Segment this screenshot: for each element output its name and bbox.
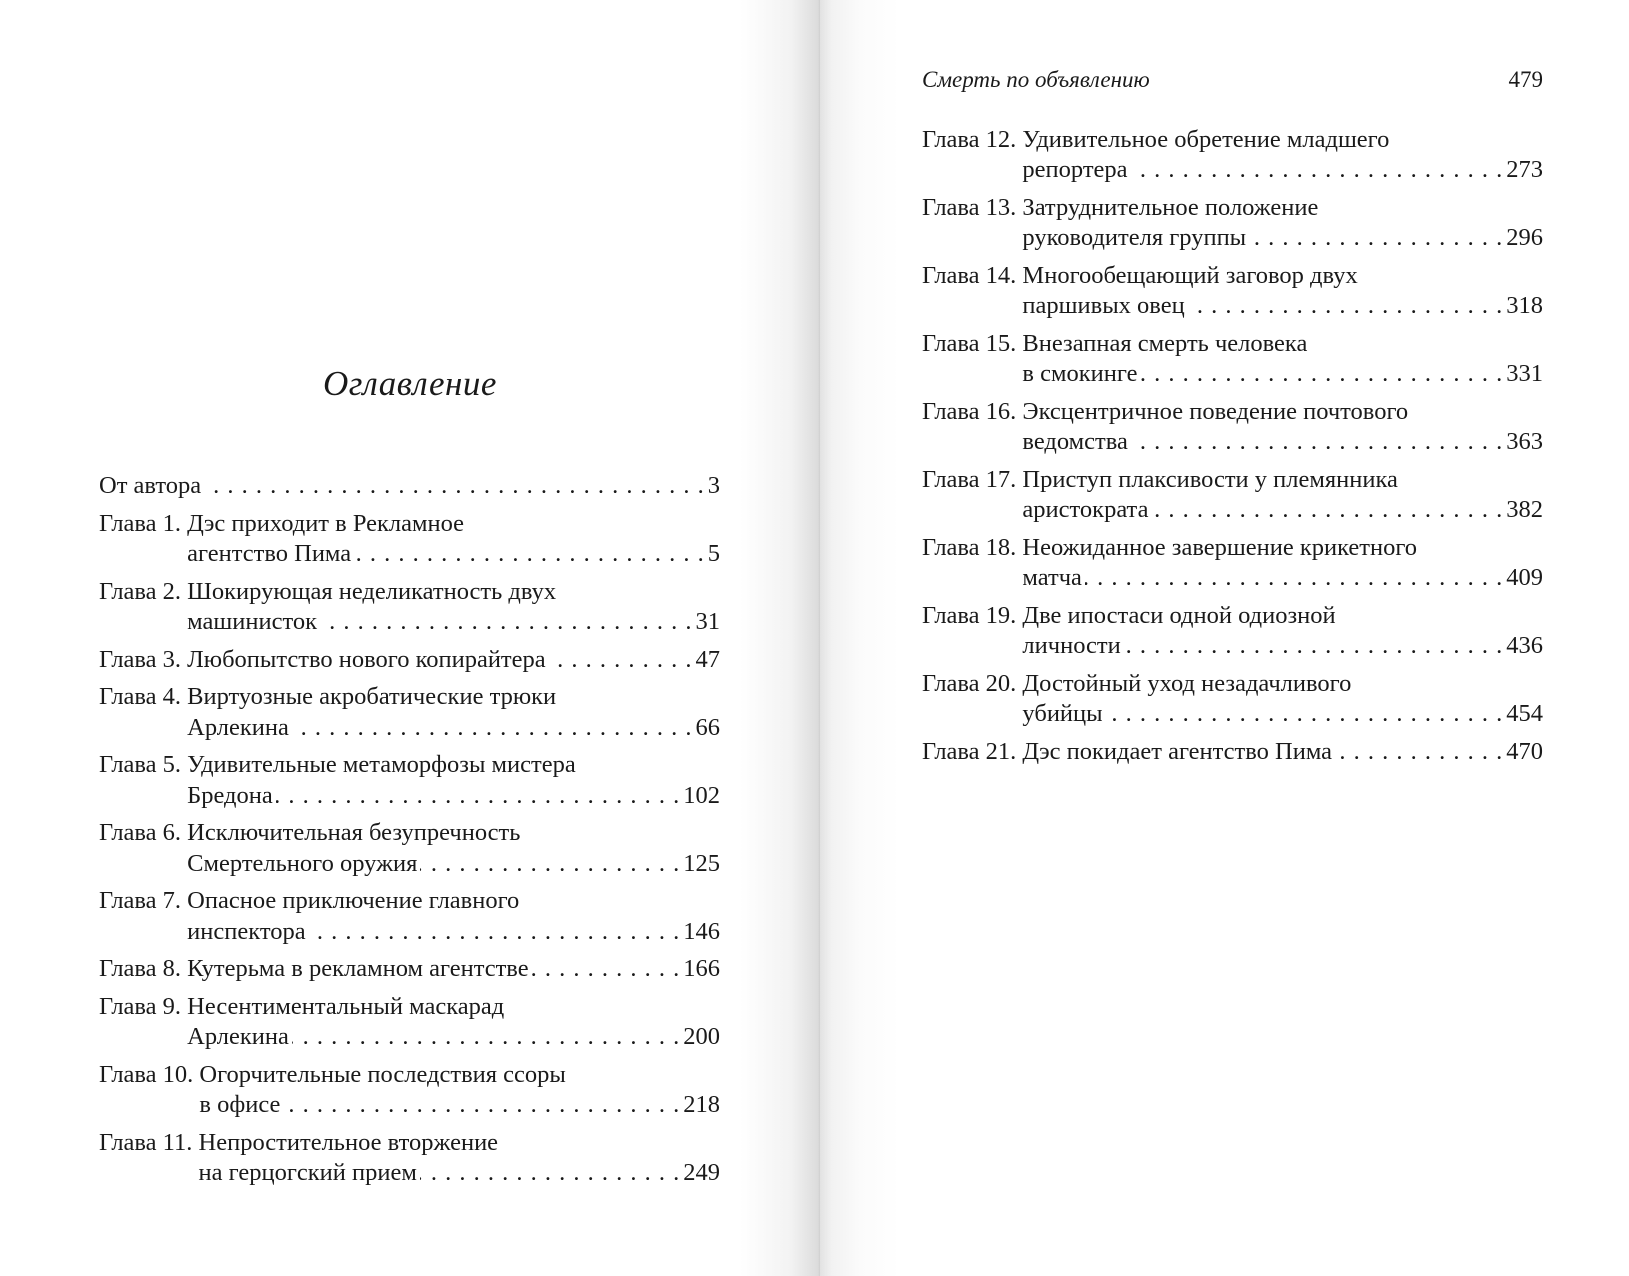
entry-body [187, 750, 720, 811]
entry-line [1022, 563, 1543, 593]
chapter-label: Глава 11. [99, 1128, 199, 1156]
running-head-title: Смерть по объявлению [922, 67, 1150, 92]
entry-page-number: 331 [1506, 360, 1543, 388]
entry-body [1022, 533, 1543, 594]
entry-line [187, 645, 720, 675]
toc-entry[interactable] [922, 737, 1543, 767]
entry-body [1022, 397, 1543, 458]
entry-line [187, 992, 720, 1022]
toc-entry[interactable] [922, 329, 1543, 390]
toc-list-right [922, 125, 1543, 775]
dot-leader [1131, 155, 1504, 185]
entry-title: Опасное приключение главного [187, 887, 520, 915]
toc-entry[interactable] [99, 577, 720, 638]
dot-leader [1249, 223, 1503, 253]
entry-title-cont: Арлекина [187, 1023, 289, 1051]
entry-title: Дэс покидает агентство Пима [1022, 737, 1333, 765]
entry-line [1022, 465, 1543, 495]
entry-body [1022, 601, 1543, 662]
entry-page-number: 200 [683, 1023, 720, 1051]
entry-title-cont: на герцогский прием [198, 1159, 417, 1187]
entry-body [1022, 329, 1543, 390]
entry-title-cont: матча [1022, 564, 1082, 592]
entry-title: Любопытство нового копирайтера [187, 645, 546, 673]
entry-title-cont: личности [1022, 632, 1121, 660]
entry-body [199, 1060, 720, 1121]
chapter-label: Глава 15. [922, 329, 1023, 357]
entry-body [187, 645, 720, 675]
chapter-label: Глава 1. [99, 509, 188, 537]
chapter-label: Глава 6. [99, 819, 188, 847]
toc-entry[interactable] [922, 465, 1543, 526]
entry-line [1022, 291, 1543, 321]
entry-line [1022, 359, 1543, 389]
running-head [922, 67, 1543, 93]
toc-entry[interactable] [922, 397, 1543, 458]
entry-line [1022, 533, 1543, 563]
entry-title-cont: машинисток [187, 607, 317, 635]
dot-leader [354, 539, 705, 569]
entry-line [1022, 631, 1543, 661]
entry-body [187, 886, 720, 947]
entry-line [187, 509, 720, 539]
toc-entry[interactable] [99, 818, 720, 879]
entry-line [199, 1158, 720, 1188]
chapter-label: Глава 4. [99, 683, 188, 711]
entry-line [1022, 495, 1543, 525]
entry-body [1022, 737, 1543, 767]
chapter-label: Глава 21. [922, 737, 1023, 765]
entry-page-number: 125 [683, 849, 720, 877]
toc-entry[interactable] [99, 886, 720, 947]
entry-title: Внезапная смерть человека [1022, 329, 1308, 357]
chapter-label: Глава 19. [922, 601, 1023, 629]
entry-line [1022, 155, 1543, 185]
entry-page-number: 296 [1506, 224, 1543, 252]
entry-body [1022, 125, 1543, 186]
entry-line [1022, 397, 1543, 427]
chapter-label: Глава 20. [922, 669, 1023, 697]
chapter-label: Глава 10. [99, 1060, 200, 1088]
dot-leader [549, 645, 693, 675]
entry-title-cont: в офисе [199, 1091, 281, 1119]
entry-body [187, 992, 720, 1053]
entry-title: Удивительное обретение младшего [1022, 126, 1390, 153]
entry-title: Огорчительные последствия ссоры [199, 1060, 566, 1088]
entry-line [1022, 699, 1543, 729]
chapter-label: Глава 16. [922, 397, 1023, 425]
dot-leader [1188, 291, 1504, 321]
entry-line [199, 1090, 720, 1120]
toc-entry[interactable] [99, 750, 720, 811]
entry-title: Непростительное вторжение [198, 1128, 499, 1156]
entry-page-number: 273 [1506, 156, 1543, 184]
entry-page-number: 166 [683, 955, 720, 983]
entry-body [187, 682, 720, 743]
entry-page-number: 102 [683, 781, 720, 809]
entry-line [1022, 601, 1543, 631]
entry-line [1022, 125, 1543, 155]
dot-leader [276, 781, 681, 811]
entry-page-number: 409 [1506, 564, 1543, 592]
entry-title: Дэс приходит в Рекламное [187, 509, 465, 537]
entry-title-cont: Бредона [187, 781, 273, 809]
entry-title-cont: ведомства [1022, 428, 1128, 456]
entry-title: Виртуозные акробатические трюки [187, 683, 557, 711]
entry-title-cont: агентство Пима [187, 539, 352, 567]
entry-line [1022, 261, 1543, 291]
entry-body [1022, 261, 1543, 322]
dot-leader [1140, 359, 1503, 389]
entry-title: Многообещающий заговор двух [1022, 261, 1358, 289]
dot-leader [420, 849, 680, 879]
entry-line [1022, 329, 1543, 359]
entry-body [1022, 669, 1543, 730]
toc-entry[interactable] [99, 682, 720, 743]
toc-entry[interactable] [99, 954, 720, 984]
entry-title: Несентиментальный маскарад [187, 992, 505, 1020]
entry-line [1022, 669, 1543, 699]
entry-title: Исключительная безупречность [187, 819, 521, 847]
entry-body [1022, 193, 1543, 254]
entry-title-cont: репортера [1022, 156, 1128, 184]
entry-body [187, 509, 720, 570]
entry-line [187, 682, 720, 712]
entry-body [199, 1128, 720, 1189]
entry-title-cont: Смертельного оружия [187, 849, 418, 877]
chapter-label: Глава 7. [99, 887, 188, 915]
toc-entry[interactable] [922, 261, 1543, 322]
entry-page-number: 3 [707, 472, 720, 499]
entry-line [1022, 427, 1543, 457]
entry-page-number: 382 [1506, 496, 1543, 524]
dot-leader [320, 607, 693, 637]
entry-line [1022, 223, 1543, 253]
toc-entry[interactable] [922, 601, 1543, 662]
entry-line [187, 917, 720, 947]
entry-line [99, 471, 720, 501]
entry-title-cont: руководителя группы [1022, 224, 1247, 252]
entry-page-number: 66 [695, 713, 720, 741]
chapter-label: Глава 13. [922, 193, 1023, 221]
entry-line [187, 781, 720, 811]
toc-entry[interactable] [99, 1060, 720, 1121]
chapter-label: Глава 17. [922, 465, 1023, 493]
entry-page-number: 436 [1506, 632, 1543, 660]
chapter-label: Глава 5. [99, 751, 188, 779]
entry-title: Шокирующая неделикатность двух [187, 577, 557, 605]
dot-leader [292, 1022, 680, 1052]
toc-entry[interactable] [99, 471, 720, 501]
entry-title-cont: аристократа [1022, 496, 1149, 524]
entry-page-number: 318 [1506, 292, 1543, 320]
page-number: 479 [1508, 67, 1543, 92]
entry-line [187, 1022, 720, 1052]
entry-page-number: 47 [695, 645, 720, 673]
toc-list-left [99, 471, 720, 1196]
dot-leader [1124, 631, 1504, 661]
entry-line [187, 849, 720, 879]
entry-body [187, 818, 720, 879]
entry-line [187, 750, 720, 780]
entry-page-number: 454 [1506, 700, 1543, 728]
entry-line [199, 1128, 720, 1158]
entry-title: Достойный уход незадачливого [1022, 669, 1352, 697]
toc-entry[interactable] [922, 533, 1543, 594]
entry-title-cont: инспектора [187, 917, 306, 945]
entry-page-number: 5 [707, 539, 720, 567]
entry-title: Затруднительное положение [1022, 193, 1319, 221]
entry-title: От автора [99, 472, 202, 499]
entry-line [187, 539, 720, 569]
entry-title-cont: паршивых овец [1022, 292, 1185, 320]
toc-entry[interactable] [922, 193, 1543, 254]
entry-line [187, 818, 720, 848]
toc-entry[interactable] [99, 645, 720, 675]
chapter-label: Глава 12. [922, 126, 1023, 153]
entry-page-number: 363 [1506, 428, 1543, 456]
dot-leader [1131, 427, 1503, 457]
entry-title: Эксцентричное поведение почтового [1022, 397, 1409, 425]
chapter-label: Глава 9. [99, 992, 188, 1020]
toc-entry[interactable] [99, 1128, 720, 1189]
toc-entry[interactable] [99, 509, 720, 570]
toc-entry[interactable] [922, 669, 1543, 730]
dot-leader [204, 471, 705, 501]
entry-body [1022, 465, 1543, 526]
dot-leader [1335, 737, 1503, 767]
entry-title: Удивительные метаморфозы мистера [187, 751, 576, 779]
entry-title: Кутерьма в рекламном агентстве [187, 955, 529, 983]
entry-title-cont: Арлекина [187, 713, 289, 741]
entry-page-number: 470 [1506, 737, 1543, 765]
chapter-label: Глава 8. [99, 955, 188, 983]
entry-title-cont: в смокинге [1022, 360, 1138, 388]
entry-title: Неожиданное завершение крикетного [1022, 533, 1418, 561]
dot-leader [1085, 563, 1503, 593]
entry-page-number: 31 [695, 607, 720, 635]
entry-page-number: 249 [683, 1159, 720, 1187]
entry-page-number: 146 [683, 917, 720, 945]
toc-title: Оглавление [323, 364, 497, 403]
entry-line [187, 713, 720, 743]
entry-title-cont: убийцы [1022, 700, 1103, 728]
entry-line [187, 607, 720, 637]
entry-title: Приступ плаксивости у племянника [1022, 465, 1398, 493]
entry-page-number: 218 [683, 1091, 720, 1119]
dot-leader [532, 954, 681, 984]
toc-entry[interactable] [922, 125, 1543, 186]
chapter-label: Глава 3. [99, 645, 188, 673]
chapter-label: Глава 2. [99, 577, 188, 605]
entry-line [187, 954, 720, 984]
entry-body [187, 577, 720, 638]
toc-entry[interactable] [99, 992, 720, 1053]
entry-body [187, 954, 720, 984]
entry-line [187, 577, 720, 607]
dot-leader [283, 1090, 680, 1120]
dot-leader [1106, 699, 1504, 729]
dot-leader [1151, 495, 1503, 525]
entry-line [187, 886, 720, 916]
chapter-label: Глава 14. [922, 261, 1023, 289]
entry-body [99, 471, 720, 501]
chapter-label: Глава 18. [922, 533, 1023, 561]
entry-line [199, 1060, 720, 1090]
entry-title: Две ипостаси одной одиозной [1022, 601, 1336, 629]
dot-leader [420, 1158, 680, 1188]
entry-line [1022, 737, 1543, 767]
dot-leader [292, 713, 693, 743]
entry-line [1022, 193, 1543, 223]
dot-leader [309, 917, 681, 947]
